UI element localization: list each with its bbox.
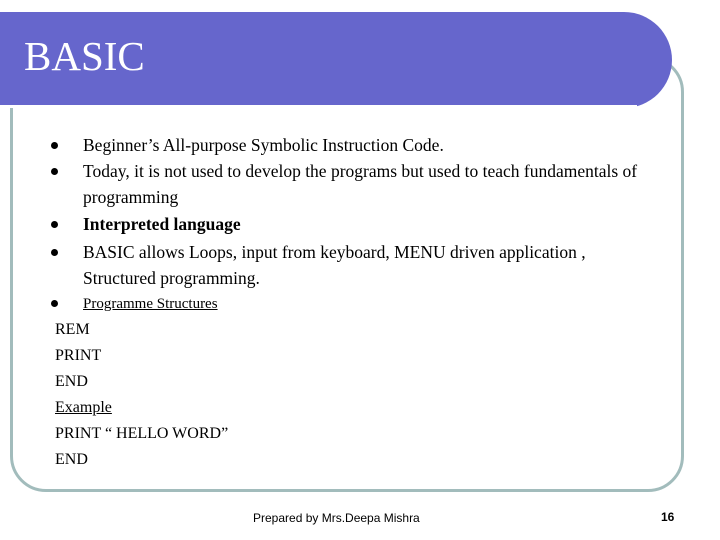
slide-title: BASIC: [24, 33, 145, 79]
bullet-text: BASIC allows Loops, input from keyboard, MENU driven application , Structured programming.: [83, 242, 586, 288]
bullet-item: [54, 132, 654, 158]
title-underline: [0, 105, 637, 108]
example-heading: Example: [55, 399, 112, 416]
bullet-dot-icon: [51, 300, 58, 307]
bullet-text: Today, it is not used to develop the programs but used to teach fundamentals of programming: [83, 161, 638, 207]
example-line: END: [55, 451, 88, 468]
structures-heading: Programme Structures: [83, 296, 218, 312]
bullet-item: [54, 239, 654, 291]
example-line: PRINT “ HELLO WORD”: [55, 425, 229, 442]
structure-line: PRINT: [55, 347, 102, 364]
page-number: 16: [661, 510, 675, 524]
bullet-item: [54, 211, 654, 237]
bullet-item: [54, 291, 654, 317]
bullet-item: [54, 158, 654, 210]
bullet-text: Interpreted language: [83, 214, 241, 234]
footer-credit: Prepared by Mrs.Deepa Mishra: [253, 511, 420, 525]
bullet-text: Beginner’s All-purpose Symbolic Instruction Code.: [83, 135, 444, 155]
bullet-dot-icon: [51, 249, 58, 256]
bullet-dot-icon: [51, 221, 58, 228]
bullet-dot-icon: [51, 142, 58, 149]
structure-line: REM: [55, 321, 90, 338]
bullet-dot-icon: [51, 168, 58, 175]
structure-line: END: [55, 373, 88, 390]
